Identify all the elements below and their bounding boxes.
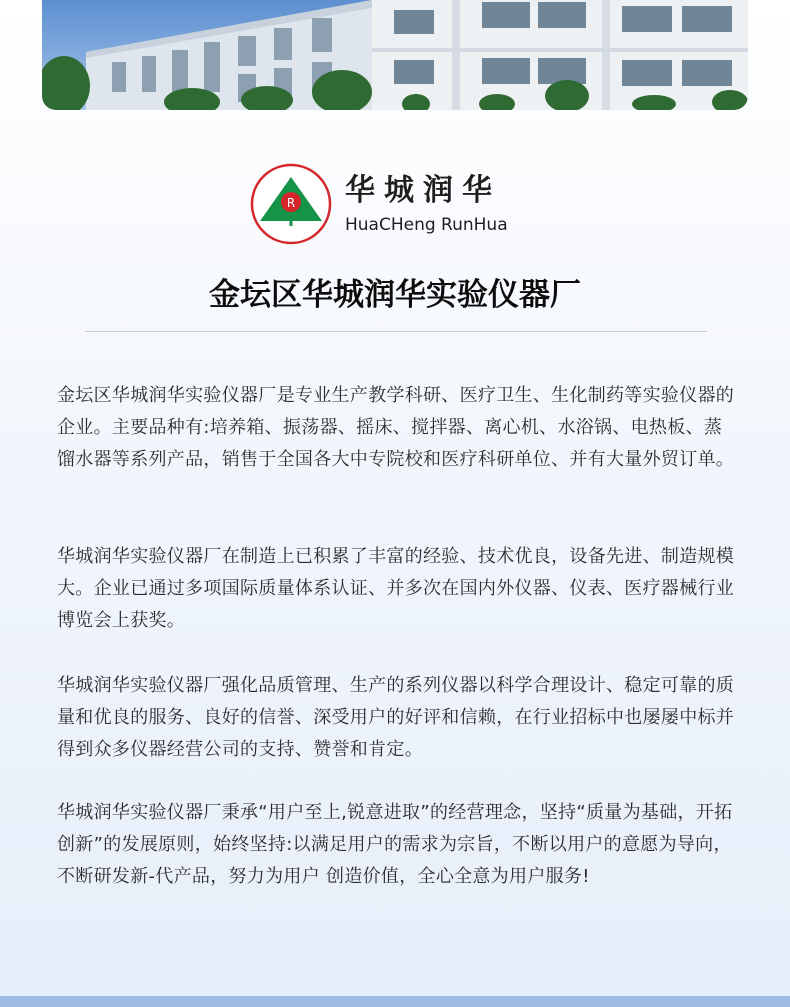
intro-paragraph-1: 金坛区华城润华实验仪器厂是专业生产教学科研、医疗卫生、生化制药等实验仪器的企业。主要品种有:培养箱、振荡器、摇床、搅拌器、离心机、水浴锅、电热板、蒸馏水器等系列产品，销售于全国各大中专院校和医疗科研单位、并有大量外贸订单。 — [57, 385, 735, 470]
intro-paragraph-2: 华城润华实验仪器厂在制造上已积累了丰富的经验、技术优良，设备先进、制造规模大。企业已通过多项国际质量体系认证、并多次在国内外仪器、仪表、医疗器械行业博览会上获奖。 — [57, 546, 735, 631]
logo-name-en: HuaCHeng RunHua — [345, 215, 508, 235]
title-divider — [85, 331, 707, 332]
huacheng-emblem-icon — [250, 163, 335, 248]
factory-building-photo — [42, 0, 748, 110]
company-title: 金坛区华城润华实验仪器厂 — [209, 277, 581, 313]
company-logo — [250, 163, 550, 248]
emblem-letter: R — [286, 196, 296, 210]
bottom-accent-bar — [0, 996, 790, 1007]
logo-name-cn: 华城润华 — [345, 173, 501, 208]
intro-paragraph-4: 华城润华实验仪器厂秉承“用户至上,锐意进取”的经营理念，坚持“质量为基础，开拓创新”的发展原则，始终坚持:以满足用户的需求为宗旨，不断以用户的意愿为导向，不断研发新-代产品，努力为用户 创造价值，全心全意为用户服务! — [57, 802, 733, 887]
factory-building-image — [42, 0, 748, 110]
intro-paragraph-3: 华城润华实验仪器厂强化品质管理、生产的系列仪器以科学合理设计、稳定可靠的质量和优良的服务、良好的信誉、深受用户的好评和信赖，在行业招标中也屡屡中标并得到众多仪器经营公司的支持、赞誉和肯定。 — [57, 675, 735, 760]
